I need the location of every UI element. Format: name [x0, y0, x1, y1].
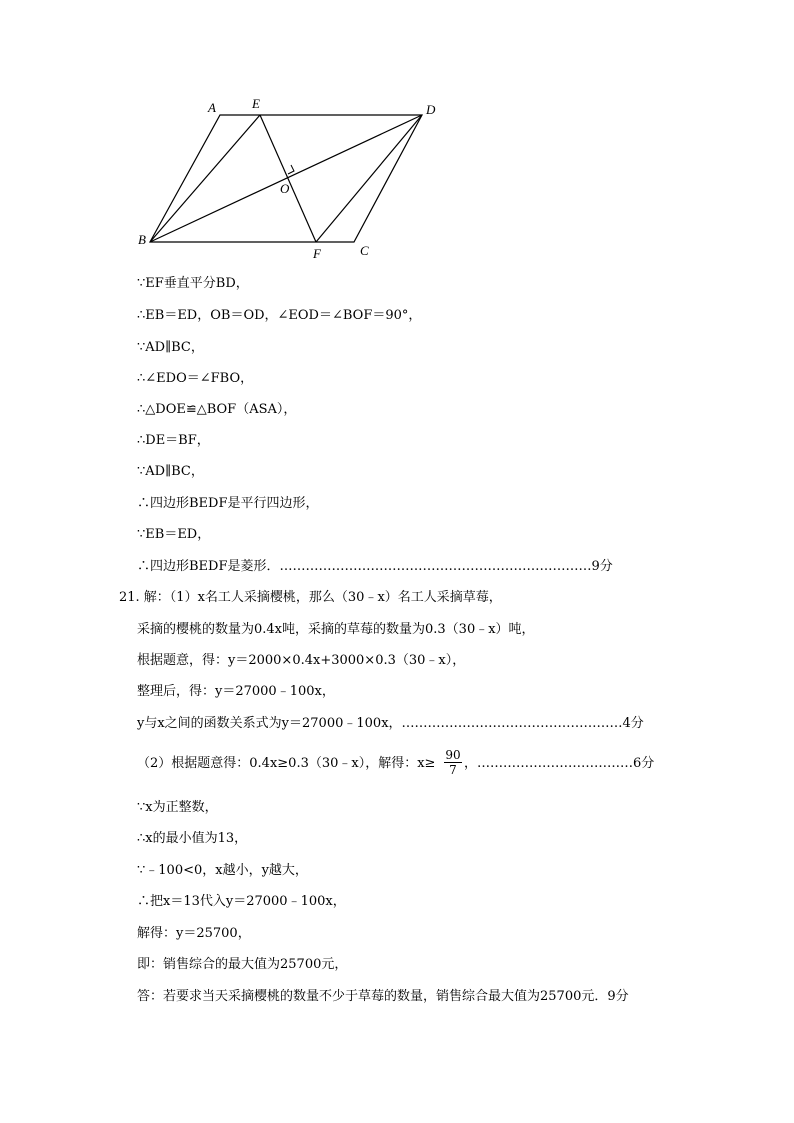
- parallelogram-figure: [130, 92, 450, 264]
- q21-line-1: 21. 解：（1）x名工人采摘樱桃，那么（30﹣x）名工人采摘草莓，: [119, 590, 502, 605]
- point-label-b: B: [138, 232, 146, 247]
- right-angle-mark: [288, 165, 294, 174]
- proof-line-5: ∴△DOE≌△BOF（ASA），: [137, 402, 297, 417]
- proof-line-2: ∴EB＝ED，OB＝OD，∠EOD＝∠BOF＝90°，: [137, 308, 422, 323]
- q21-line-7: ∵x为正整数，: [137, 800, 218, 815]
- diagonal-bd: [150, 115, 422, 242]
- point-label-c: C: [360, 243, 369, 258]
- proof-line-9: ∵EB＝ED，: [137, 527, 211, 542]
- point-label-o: O: [280, 181, 290, 196]
- proof-line-8: ∴四边形BEDF是平行四边形，: [137, 496, 319, 511]
- point-label-f: F: [313, 246, 321, 261]
- q21-line-3: 根据题意，得：y＝2000×0.4x+3000×0.3（30﹣x），: [137, 653, 466, 668]
- segment-df: [316, 115, 422, 242]
- proof-line-10: ∴四边形BEDF是菱形．………………………………………………………………9分: [137, 559, 613, 574]
- q21-line-12: 即：销售综合的最大值为25700元，: [137, 957, 348, 972]
- q21-line-2: 采摘的樱桃的数量为0.4x吨，采摘的草莓的数量为0.3（30﹣x）吨，: [137, 622, 535, 637]
- fraction-numerator: 90: [445, 748, 461, 762]
- proof-line-4: ∴∠EDO＝∠FBO，: [137, 371, 254, 386]
- point-label-e: E: [252, 96, 260, 111]
- q21-line-8: ∴x的最小值为13，: [137, 831, 248, 846]
- q21-part2-score: ，………………………………6分: [464, 756, 655, 771]
- point-label-d: D: [426, 102, 436, 117]
- q21-line-5: y与x之间的函数关系式为y＝27000﹣100x，……………………………………………4分: [137, 716, 644, 731]
- proof-line-3: ∵AD∥BC，: [137, 340, 204, 355]
- q21-line-4: 整理后，得：y＝27000﹣100x，: [137, 684, 335, 699]
- q21-line-9: ∵﹣100<0，x越小，y越大，: [137, 863, 308, 878]
- segment-ef: [260, 115, 316, 242]
- proof-line-6: ∴DE＝BF，: [137, 433, 210, 448]
- fraction-denominator: 7: [449, 763, 457, 777]
- q21-line-10: ∴把x＝13代入y＝27000﹣100x，: [137, 894, 346, 909]
- fraction-90-over-7: [444, 748, 462, 777]
- q21-line-13: 答：若要求当天采摘樱桃的数量不少于草莓的数量，销售综合最大值为25700元．9分: [137, 989, 629, 1004]
- q21-line-11: 解得：y＝25700，: [137, 926, 251, 941]
- segment-be: [150, 115, 260, 242]
- proof-line-7: ∵AD∥BC，: [137, 464, 204, 479]
- parallelogram-diagram: [130, 92, 450, 264]
- point-label-a: A: [208, 100, 216, 115]
- q21-part2-line: （2）根据题意得：0.4x≥0.3（30﹣x），解得：x≥: [137, 756, 436, 771]
- proof-line-1: ∵EF垂直平分BD，: [137, 276, 249, 291]
